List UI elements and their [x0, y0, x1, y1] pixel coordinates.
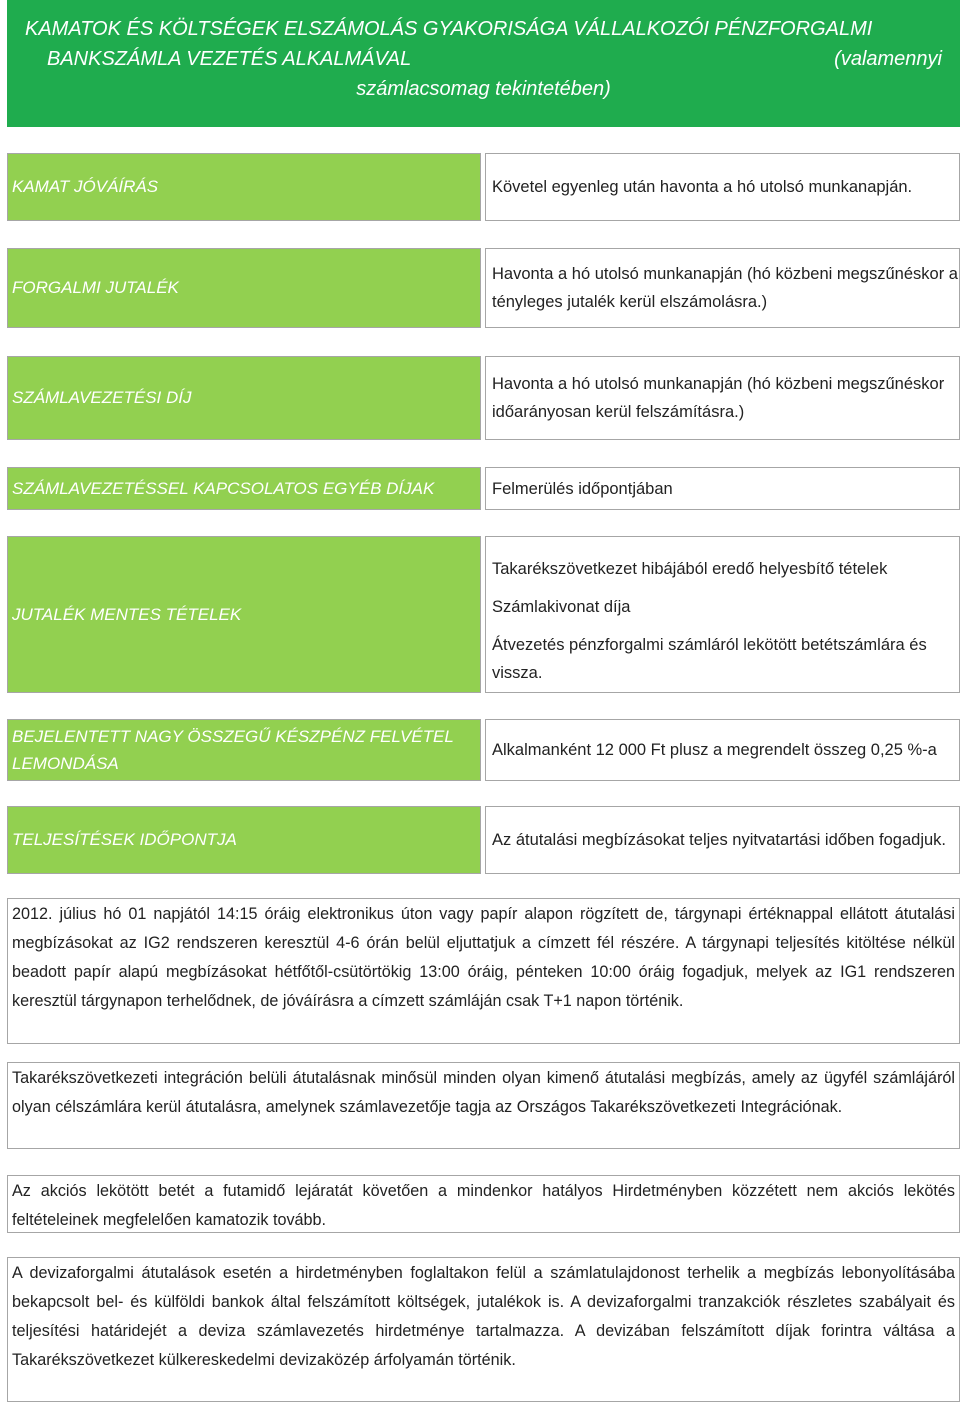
row-szamlavezetesi-dij: [7, 356, 960, 440]
paragraph-teljesites-szabalyok: 2012. július hó 01 napjától 14:15 óráig elektronikus úton vagy papír alapon rögzített de, tárgynapi értéknappal ellátott átutalási megbízásokat az IG2 rendszeren keresztül 4-6 órán belül eljuttatjuk a címzett fél részére. A tárgynapi teljesítés kitöltése nélkül beadott papír alapú megbízásokat hétfőtől-csütörtökig 13:00 óráig, pénteken 10:00 óráig fogadjuk, melyek az IG1 rendszeren keresztül tárgynapon terhelődnek, de jóváírásra a címzett számláján csak T+1 napon történik.: [7, 898, 960, 1044]
title-line-2-left: BANKSZÁMLA VEZETÉS ALKALMÁVAL: [47, 48, 412, 70]
paragraph-integracio: Takarékszövetkezeti integráción belüli átutalásnak minősül minden olyan kimenő átutalási megbízás, amely az ügyfél számlájáról olyan célszámlára kerül átutalásra, amelynek számlavezetője tagja az Országos Takarékszövetkezeti Integrációnak.: [7, 1062, 960, 1149]
row-label: SZÁMLAVEZETÉSSEL KAPCSOLATOS EGYÉB DÍJAK: [7, 467, 481, 510]
row-value: Követel egyenleg után havonta a hó utolsó munkanapján.: [485, 153, 960, 221]
row-label: KAMAT JÓVÁÍRÁS: [7, 153, 481, 221]
row-label: BEJELENTETT NAGY ÖSSZEGŰ KÉSZPÉNZ FELVÉTEL LEMONDÁSA: [7, 719, 481, 781]
row-value: Havonta a hó utolsó munkanapján (hó közbeni megszűnéskor időarányosan kerül felszámításra.): [485, 356, 960, 440]
row-label: FORGALMI JUTALÉK: [7, 248, 481, 328]
row-jutalek-mentes-tetelek: [7, 536, 960, 693]
title-line-2: [25, 44, 942, 74]
row-kamat-jovairas: [7, 153, 960, 221]
list-item: Átvezetés pénzforgalmi számláról lekötött betétszámlára és vissza.: [492, 636, 927, 682]
title-line-1: KAMATOK ÉS KÖLTSÉGEK ELSZÁMOLÁS GYAKORISÁGA VÁLLALKOZÓI PÉNZFORGALMI: [25, 18, 873, 40]
row-label: TELJESÍTÉSEK IDŐPONTJA: [7, 806, 481, 874]
paragraph-devizaforgalom: A devizaforgalmi átutalások esetén a hirdetményben foglaltakon felül a számlatulajdonost terhelik a megbízás lebonyolításába bekapcsolt bel- és külföldi bankok által felszámított költségek, jutalékok is. A devizaforgalmi tranzakciók részletes szabályait és teljesítési határidejét a deviza számlavezetés hirdetménye tartalmazza. A devizában felszámított díjak forintra váltása a Takarékszövetkezet külkereskedelmi devizaközép árfolyamán történik.: [7, 1257, 960, 1402]
paragraph-akcios-betet: Az akciós lekötött betét a futamidő lejáratát követően a mindenkor hatályos Hirdetményben közzétett nem akciós lekötés feltételeinek megfelelően kamatozik tovább.: [7, 1175, 960, 1233]
row-forgalmi-jutalek: [7, 248, 960, 328]
title-line-3: számlacsomag tekintetében): [356, 78, 611, 100]
row-value: Havonta a hó utolsó munkanapján (hó közbeni megszűnéskor a tényleges jutalék kerül elszámolásra.): [485, 248, 960, 328]
list-item: Takarékszövetkezet hibájából eredő helyesbítő tételek: [492, 560, 888, 578]
row-egyeb-dijak: [7, 467, 960, 510]
row-label: SZÁMLAVEZETÉSI DÍJ: [7, 356, 481, 440]
list-item: Számlakivonat díja: [492, 598, 631, 616]
row-nagy-osszegu-keszpenz: [7, 719, 960, 781]
row-value-list: [485, 536, 960, 693]
row-label: JUTALÉK MENTES TÉTELEK: [7, 536, 481, 693]
row-value: Az átutalási megbízásokat teljes nyitvatartási időben fogadjuk.: [485, 806, 960, 874]
row-value: Felmerülés időpontjában: [485, 467, 960, 510]
row-teljesitesek-idopontja: [7, 806, 960, 874]
document-title-banner: [7, 0, 960, 127]
row-value: Alkalmanként 12 000 Ft plusz a megrendelt összeg 0,25 %-a: [485, 719, 960, 781]
title-line-2-right: (valamennyi: [834, 48, 942, 70]
